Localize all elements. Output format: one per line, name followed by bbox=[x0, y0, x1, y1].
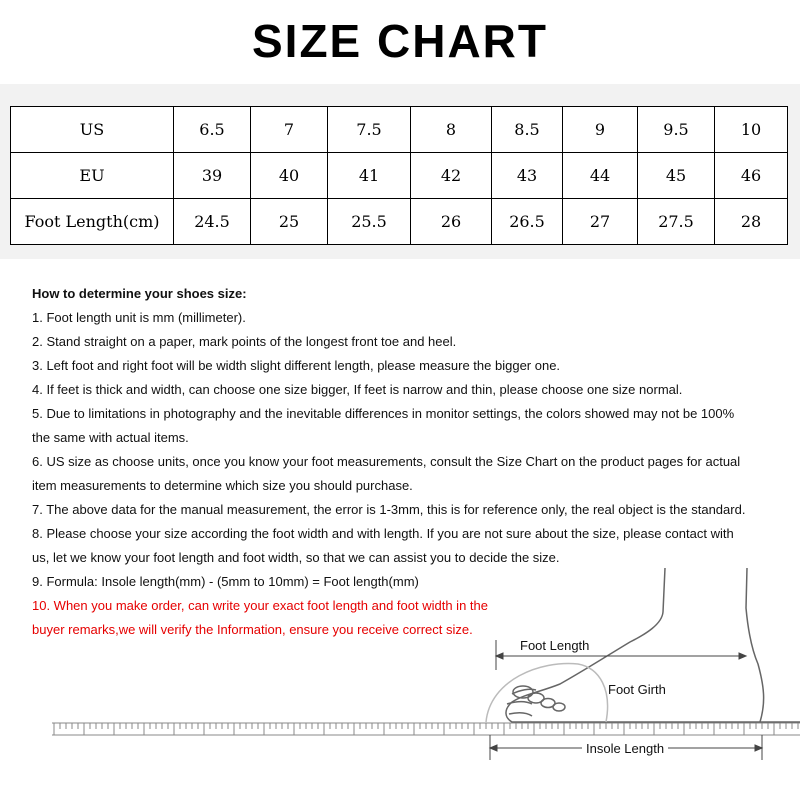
table-cell: 8 bbox=[411, 107, 492, 153]
table-cell: 7.5 bbox=[328, 107, 411, 153]
instruction-line: 9. Formula: Insole length(mm) - (5mm to 10mm) = Foot length(mm) bbox=[32, 574, 419, 589]
size-table-panel bbox=[0, 84, 800, 259]
instruction-line-red: 10. When you make order, can write your exact foot length and foot width in the bbox=[32, 598, 488, 613]
instruction-line: 2. Stand straight on a paper, mark points of the longest front toe and heel. bbox=[32, 334, 457, 349]
table-cell: 25 bbox=[251, 199, 328, 245]
instruction-line: the same with actual items. bbox=[32, 430, 189, 445]
instruction-line: 5. Due to limitations in photography and the inevitable differences in monitor settings, the colors showed may not be 100% bbox=[32, 406, 735, 421]
table-row bbox=[11, 153, 788, 199]
table-cell: 46 bbox=[715, 153, 788, 199]
girth-curve bbox=[486, 663, 608, 722]
table-cell: 28 bbox=[715, 199, 788, 245]
instruction-line-red: buyer remarks,we will verify the Information, ensure you receive correct size. bbox=[32, 622, 473, 637]
table-cell: 25.5 bbox=[328, 199, 411, 245]
table-cell: 44 bbox=[563, 153, 638, 199]
instruction-line: 4. If feet is thick and width, can choose one size bigger, If feet is narrow and thin, please choose one size normal. bbox=[32, 382, 683, 397]
table-row bbox=[11, 107, 788, 153]
instruction-line: 7. The above data for the manual measurement, the error is 1-3mm, this is for reference only, the real object is the standard. bbox=[32, 502, 746, 517]
insole-length-label: Insole Length bbox=[582, 741, 668, 756]
instruction-line: 3. Left foot and right foot will be width slight different length, please measure the bigger one. bbox=[32, 358, 561, 373]
table-cell: 7 bbox=[251, 107, 328, 153]
foot-girth-label: Foot Girth bbox=[608, 682, 666, 697]
page-title: SIZE CHART bbox=[252, 15, 548, 67]
table-row bbox=[11, 199, 788, 245]
row-label: EU bbox=[11, 153, 174, 199]
foot-diagram bbox=[0, 560, 800, 800]
instruction-line: 1. Foot length unit is mm (millimeter). bbox=[32, 310, 246, 325]
table-cell: 24.5 bbox=[174, 199, 251, 245]
foot-length-label: Foot Length bbox=[520, 638, 590, 653]
table-cell: 45 bbox=[638, 153, 715, 199]
table-cell: 27 bbox=[563, 199, 638, 245]
row-label: US bbox=[11, 107, 174, 153]
table-cell: 41 bbox=[328, 153, 411, 199]
instruction-line: item measurements to determine which size you should purchase. bbox=[32, 478, 413, 493]
table-cell: 26.5 bbox=[492, 199, 563, 245]
table-cell: 27.5 bbox=[638, 199, 715, 245]
instruction-line: us, let we know your foot length and foot width, so that we can assist you to decide the size. bbox=[32, 550, 560, 565]
table-cell: 8.5 bbox=[492, 107, 563, 153]
table-cell: 10 bbox=[715, 107, 788, 153]
size-table bbox=[10, 106, 788, 245]
instructions-heading: How to determine your shoes size: bbox=[32, 286, 247, 301]
ruler bbox=[52, 723, 800, 735]
table-cell: 42 bbox=[411, 153, 492, 199]
row-label: Foot Length(cm) bbox=[11, 199, 174, 245]
table-cell: 40 bbox=[251, 153, 328, 199]
table-cell: 26 bbox=[411, 199, 492, 245]
table-cell: 9 bbox=[563, 107, 638, 153]
instruction-line: 6. US size as choose units, once you know your foot measurements, consult the Size Chart on the product pages for actual bbox=[32, 454, 741, 469]
table-cell: 43 bbox=[492, 153, 563, 199]
table-cell: 9.5 bbox=[638, 107, 715, 153]
table-cell: 6.5 bbox=[174, 107, 251, 153]
foot-illustration bbox=[0, 560, 800, 800]
instruction-line: 8. Please choose your size according the foot width and with length. If you are not sure about the size, please contact with bbox=[32, 526, 734, 541]
table-cell: 39 bbox=[174, 153, 251, 199]
